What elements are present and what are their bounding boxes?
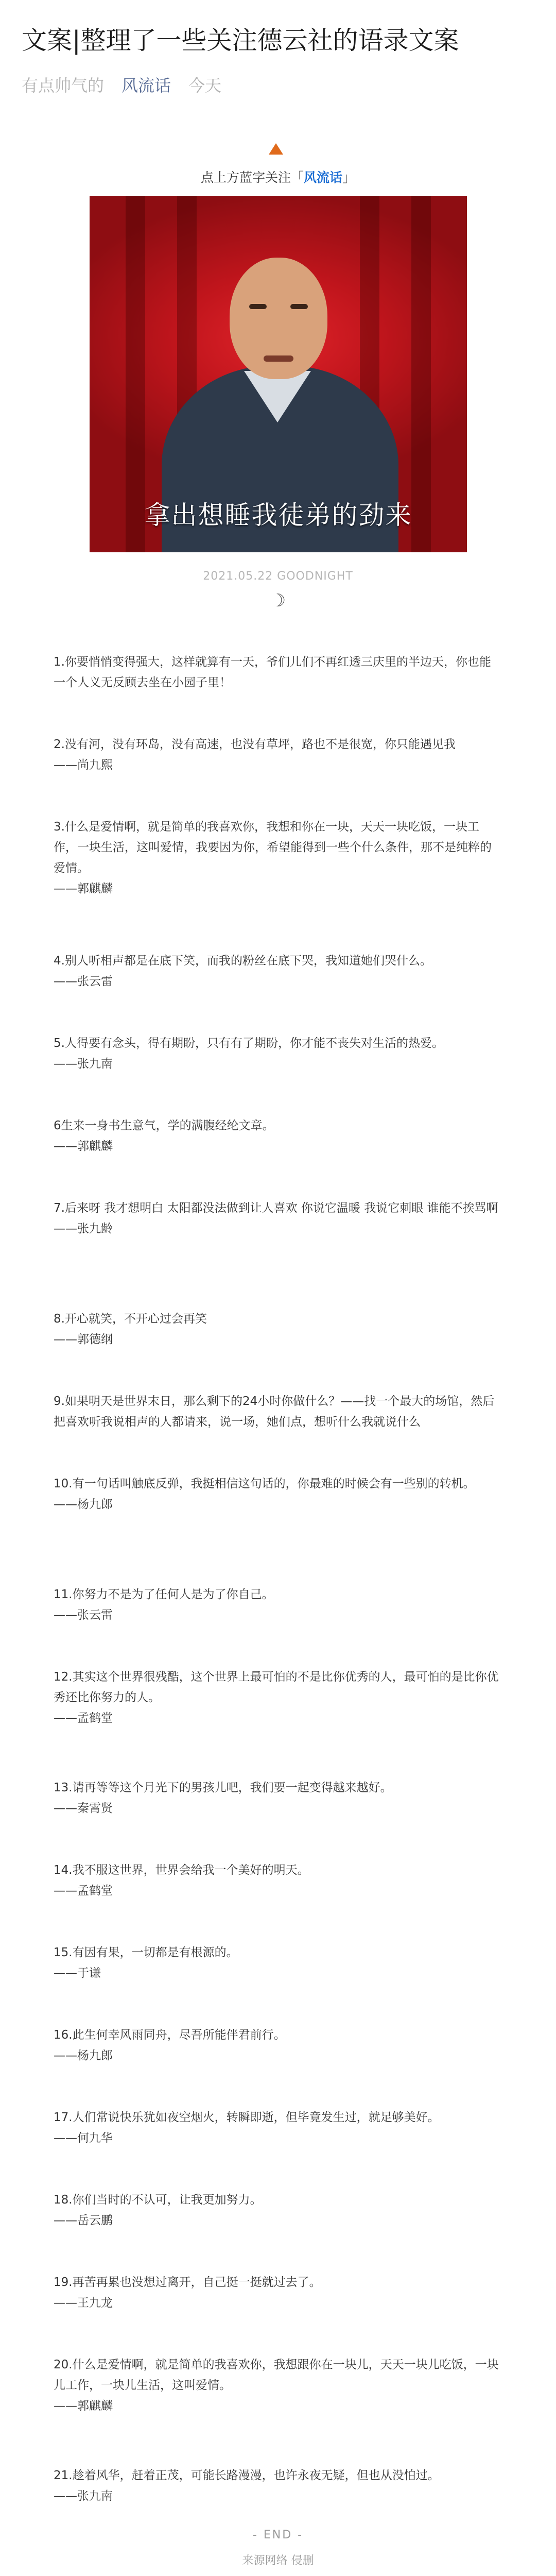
- quote-author: ——张九南: [54, 2489, 113, 2503]
- quote-text: 19.再苦再累也没想过离开，自己挺一挺就过去了。: [54, 2276, 321, 2289]
- quote-item: [54, 817, 502, 899]
- account-link[interactable]: 风流话: [121, 76, 171, 95]
- quote-author: ——杨九郎: [54, 2049, 113, 2062]
- quote-item: [54, 1942, 502, 1984]
- quote-author: ——孟鹤堂: [54, 1711, 113, 1725]
- quote-text: 17.人们常说快乐犹如夜空烟火，转瞬即逝，但毕竟发生过，就足够美好。: [54, 2111, 440, 2124]
- quote-item: [54, 2465, 502, 2506]
- quote-text: 11.你努力不是为了任何人是为了你自己。: [54, 1588, 274, 1601]
- quote-author: ——于谦: [54, 1967, 101, 1980]
- quote-author: ——郭麒麟: [54, 1140, 113, 1153]
- quote-item: [54, 1198, 502, 1239]
- quote-item: [54, 2190, 502, 2231]
- quote-text: 10.有一句话叫触底反弹，我挺相信这句话的，你最难的时候会有一些别的转机。: [54, 1477, 475, 1490]
- quote-text: 9.如果明天是世界末日，那么剩下的24小时你做什么？——找一个最大的场馆，然后把喜欢听我说相声的人都请来，说一场，她们点，想听什么我就说什么: [54, 1395, 495, 1429]
- quote-item: [54, 1309, 502, 1350]
- quote-text: 1.你要悄悄变得强大，这样就算有一天，爷们儿们不再红透三庆里的半边天，你也能一个人义无反顾去坐在小园子里！: [54, 655, 491, 689]
- quote-author: ——岳云鹏: [54, 2214, 113, 2227]
- quote-author: ——郭麒麟: [54, 882, 113, 895]
- quote-author: ——张九南: [54, 1057, 113, 1071]
- quote-author: ——王九龙: [54, 2296, 113, 2310]
- quote-text: 6生来一身书生意气，学的满腹经纶文章。: [54, 1119, 274, 1132]
- quote-author: ——郭麒麟: [54, 2399, 113, 2413]
- quote-author: ——杨九郎: [54, 1498, 113, 1511]
- quote-text: 5.人得要有念头，得有期盼，只有有了期盼，你才能不丧失对生活的热爱。: [54, 1037, 444, 1050]
- quote-item: [54, 652, 502, 693]
- quote-text: 8.开心就笑，不开心过会再笑: [54, 1312, 207, 1326]
- quote-text: 13.请再等等这个月光下的男孩儿吧，我们要一起变得越来越好。: [54, 1781, 392, 1794]
- follow-prompt: [0, 169, 556, 187]
- source-note: 来源网络 侵删: [242, 2554, 314, 2567]
- quote-text: 12.其实这个世界很残酷，这个世界上最可怕的不是比你优秀的人，最可怕的是比你优秀还比你努力的人。: [54, 1670, 499, 1704]
- quote-item: [54, 1777, 502, 1819]
- quote-author: ——秦霄贤: [54, 1802, 113, 1815]
- follow-account-name[interactable]: 风流话: [303, 170, 342, 185]
- quote-text: 21.趁着风华，赶着正茂，可能长路漫漫，也许永夜无疑，但也从没怕过。: [54, 2469, 440, 2482]
- arrow-up-icon: [269, 143, 283, 155]
- quote-author: ——郭德纲: [54, 1333, 113, 1346]
- author-name: 有点帅气的: [22, 76, 105, 95]
- quote-author: ——何九华: [54, 2131, 113, 2145]
- quote-item: [54, 1033, 502, 1074]
- quote-text: 7.后来呀 我才想明白 太阳都没法做到让人喜欢 你说它温暖 我说它刺眼 谁能不挨骂啊: [54, 1201, 498, 1215]
- follow-prefix: 点上方蓝字关注「: [200, 170, 304, 185]
- quote-text: 20.什么是爱情啊，就是简单的我喜欢你，我想跟你在一块儿，天天一块儿吃饭，一块儿工作，一块儿生活，这叫爱情。: [54, 2358, 499, 2392]
- quote-text: 14.我不服这世界，世界会给我一个美好的明天。: [54, 1863, 309, 1877]
- goodnight-line: 2021.05.22 GOODNIGHT: [203, 570, 353, 583]
- quote-text: 3.什么是爱情啊，就是简单的我喜欢你，我想和你在一块，天天一块吃饭，一块工作，一块生活，这叫爱情，我要因为你，希望能得到一些个什么条件，那不是纯粹的爱情。: [54, 820, 492, 875]
- quote-item: [54, 1473, 502, 1515]
- moon-icon: ☽: [270, 590, 286, 611]
- image-caption: 拿出想睡我徒弟的劲来: [144, 500, 412, 530]
- quote-item: [54, 1667, 502, 1728]
- quote-text: 18.你们当时的不认可，让我更加努力。: [54, 2193, 262, 2207]
- quote-item: [54, 734, 502, 775]
- quote-item: [54, 2107, 502, 2148]
- quote-item: [54, 1584, 502, 1625]
- quote-item: [54, 2272, 502, 2313]
- quote-item: [54, 2025, 502, 2066]
- quote-text: 16.此生何幸风雨同舟，尽吾所能伴君前行。: [54, 2028, 286, 2042]
- quote-author: ——张云雷: [54, 1608, 113, 1622]
- quote-item: [54, 1860, 502, 1901]
- meme-image: [90, 196, 467, 552]
- follow-suffix: 」: [342, 170, 356, 185]
- quote-text: 15.有因有果，一切都是有根源的。: [54, 1946, 238, 1959]
- end-marker: - END -: [252, 2529, 304, 2541]
- article-title: 文案|整理了一些关注德云社的语录文案: [22, 26, 459, 55]
- quote-text: 4.别人听相声都是在底下笑，而我的粉丝在底下哭，我知道她们哭什么。: [54, 954, 432, 968]
- quote-author: ——张云雷: [54, 975, 113, 988]
- quote-item: [54, 1391, 502, 1432]
- quote-author: ——尚九熙: [54, 758, 113, 772]
- quote-text: 2.没有河，没有环岛，没有高速，也没有草坪，路也不是很宽，你只能遇见我: [54, 738, 456, 751]
- quote-item: [54, 1115, 502, 1157]
- quote-author: ——孟鹤堂: [54, 1884, 113, 1897]
- quote-item: [54, 951, 502, 992]
- article-meta: [22, 75, 221, 96]
- quote-item: [54, 2354, 502, 2416]
- quote-author: ——张九龄: [54, 1222, 113, 1235]
- publish-date: 今天: [188, 76, 222, 95]
